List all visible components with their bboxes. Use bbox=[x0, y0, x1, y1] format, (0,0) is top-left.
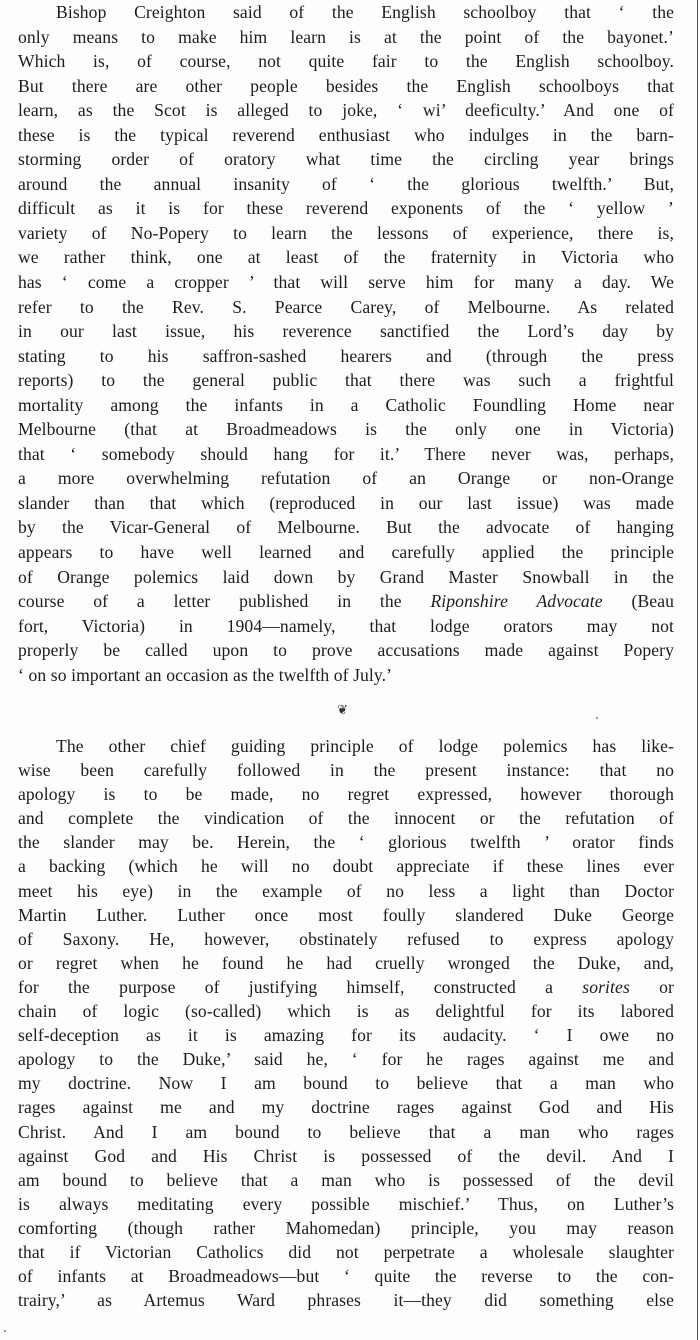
text-line: rages against me and my doctrine rages against God and His bbox=[18, 1097, 674, 1118]
text-line: the slander may be. Herein, the ‘ glorious twelfth ’ orator finds bbox=[18, 832, 674, 853]
text-line: has ‘ come a cropper ’ that will serve him for many a day. We bbox=[18, 272, 674, 293]
print-speck bbox=[596, 717, 598, 719]
paragraph-2 bbox=[18, 734, 674, 1312]
text-segment: for the purpose of justifying himself, constructed a bbox=[18, 976, 583, 997]
text-line: apology to the Duke,’ said he, ‘ for he rages against me and bbox=[18, 1049, 674, 1070]
text-line: storming order of oratory what time the circling year brings bbox=[18, 149, 674, 170]
text-line: against God and His Christ is possessed of the devil. And I bbox=[18, 1145, 674, 1166]
text-line: trairy,’ as Artemus Ward phrases it—they did something else bbox=[18, 1290, 674, 1311]
text-line: mortality among the infants in a Catholic Foundling Home near bbox=[18, 394, 674, 415]
text-line: we rather think, one at least of the fraternity in Victoria who bbox=[18, 247, 674, 268]
text-line: appears to have well learned and carefully applied the principle bbox=[18, 542, 674, 563]
text-line: or regret when he found he had cruelly wronged the Duke, and, bbox=[18, 952, 674, 973]
text-line: of Orange polemics laid down by Grand Master Snowball in the bbox=[18, 566, 674, 587]
text-line: Martin Luther. Luther once most foully slandered Duke George bbox=[18, 904, 674, 925]
text-line: wise been carefully followed in the present instance: that no bbox=[18, 760, 674, 781]
text-line: chain of logic (so-called) which is as delightful for its labored bbox=[18, 1001, 674, 1022]
text-line: a backing (which he will no doubt appreciate if these lines ever bbox=[18, 856, 674, 877]
text-segment: course of a letter published in the bbox=[18, 591, 431, 612]
text-line: fort, Victoria) in 1904—namely, that lodge orators may not bbox=[18, 615, 674, 636]
text-line: apology is to be made, no regret expressed, however thorough bbox=[18, 784, 674, 805]
text-line: stating to his saffron-sashed hearers and (through the press bbox=[18, 345, 674, 366]
text-line: these is the typical reverend enthusiast who indulges in the barn- bbox=[18, 124, 674, 145]
print-speck bbox=[4, 1330, 6, 1332]
text-segment: (Beau bbox=[602, 591, 675, 612]
paragraph-1 bbox=[18, 0, 674, 687]
text-line: around the annual insanity of ‘ the glorious twelfth.’ But, bbox=[18, 173, 674, 194]
text-line: variety of No-Popery to learn the lessons of experience, there is, bbox=[18, 222, 674, 243]
section-ornament-icon: ❦ bbox=[337, 702, 348, 717]
text-line: am bound to believe that a man who is possessed of the devil bbox=[18, 1169, 674, 1190]
newspaper-title: Riponshire Advocate bbox=[430, 591, 603, 612]
text-line: self-deception as it is amazing for its audacity. ‘ I owe no bbox=[18, 1025, 674, 1046]
text-line: Which is, of course, not quite fair to the English schoolboy. bbox=[18, 51, 674, 72]
text-line: meet his eye) in the example of no less a light than Doctor bbox=[18, 880, 674, 901]
text-line: Melbourne (that at Broadmeadows is the only one in Victoria) bbox=[18, 419, 674, 440]
text-line: slander than that which (reproduced in our last issue) was made bbox=[18, 492, 674, 513]
text-line: The other chief guiding principle of lodge polemics has like- bbox=[56, 736, 674, 756]
text-line: my doctrine. Now I am bound to believe that a man who bbox=[18, 1073, 674, 1094]
text-line: a more overwhelming refutation of an Orange or non-Orange bbox=[18, 468, 674, 489]
italic-term: sorites bbox=[582, 976, 630, 997]
text-line: that if Victorian Catholics did not perpetrate a wholesale slaughter bbox=[18, 1241, 674, 1262]
text-line: and complete the vindication of the innocent or the refutation of bbox=[18, 808, 674, 829]
text-line: refer to the Rev. S. Pearce Carey, of Melbourne. As related bbox=[18, 296, 674, 317]
text-line: is always meditating every possible mischief.’ Thus, on Luther’s bbox=[18, 1193, 674, 1214]
text-line: difficult as it is for these reverend exponents of the ‘ yellow ’ bbox=[18, 198, 674, 219]
text-line: ‘ on so important an occasion as the twelfth of July.’ bbox=[18, 664, 393, 685]
text-line: reports) to the general public that there was such a frightful bbox=[18, 370, 674, 391]
text-line: of Saxony. He, however, obstinately refused to express apology bbox=[18, 928, 674, 949]
text-line: only means to make him learn is at the point of the bayonet.’ bbox=[18, 26, 674, 47]
column-rule bbox=[697, 0, 698, 1340]
text-line: learn, as the Scot is alleged to joke, ‘ wi’ deeficulty.’ And one of bbox=[18, 100, 674, 121]
text-line bbox=[18, 975, 674, 999]
text-line: Bishop Creighton said of the English schoolboy that ‘ the bbox=[56, 2, 674, 22]
text-line: Christ. And I am bound to believe that a man who rages bbox=[18, 1121, 674, 1142]
text-line bbox=[18, 589, 674, 614]
text-line: that ‘ somebody should hang for it.’ There never was, perhaps, bbox=[18, 443, 674, 464]
text-line: properly be called upon to prove accusations made against Popery bbox=[18, 640, 674, 661]
text-line: in our last issue, his reverence sanctified the Lord’s day by bbox=[18, 321, 674, 342]
text-segment: or bbox=[629, 976, 674, 997]
text-line: of infants at Broadmeadows—but ‘ quite the reverse to the con- bbox=[18, 1266, 674, 1287]
text-line: comforting (though rather Mahomedan) principle, you may reason bbox=[18, 1217, 674, 1238]
text-line: by the Vicar-General of Melbourne. But the advocate of hanging bbox=[18, 517, 674, 538]
text-line: But there are other people besides the English schoolboys that bbox=[18, 75, 674, 96]
